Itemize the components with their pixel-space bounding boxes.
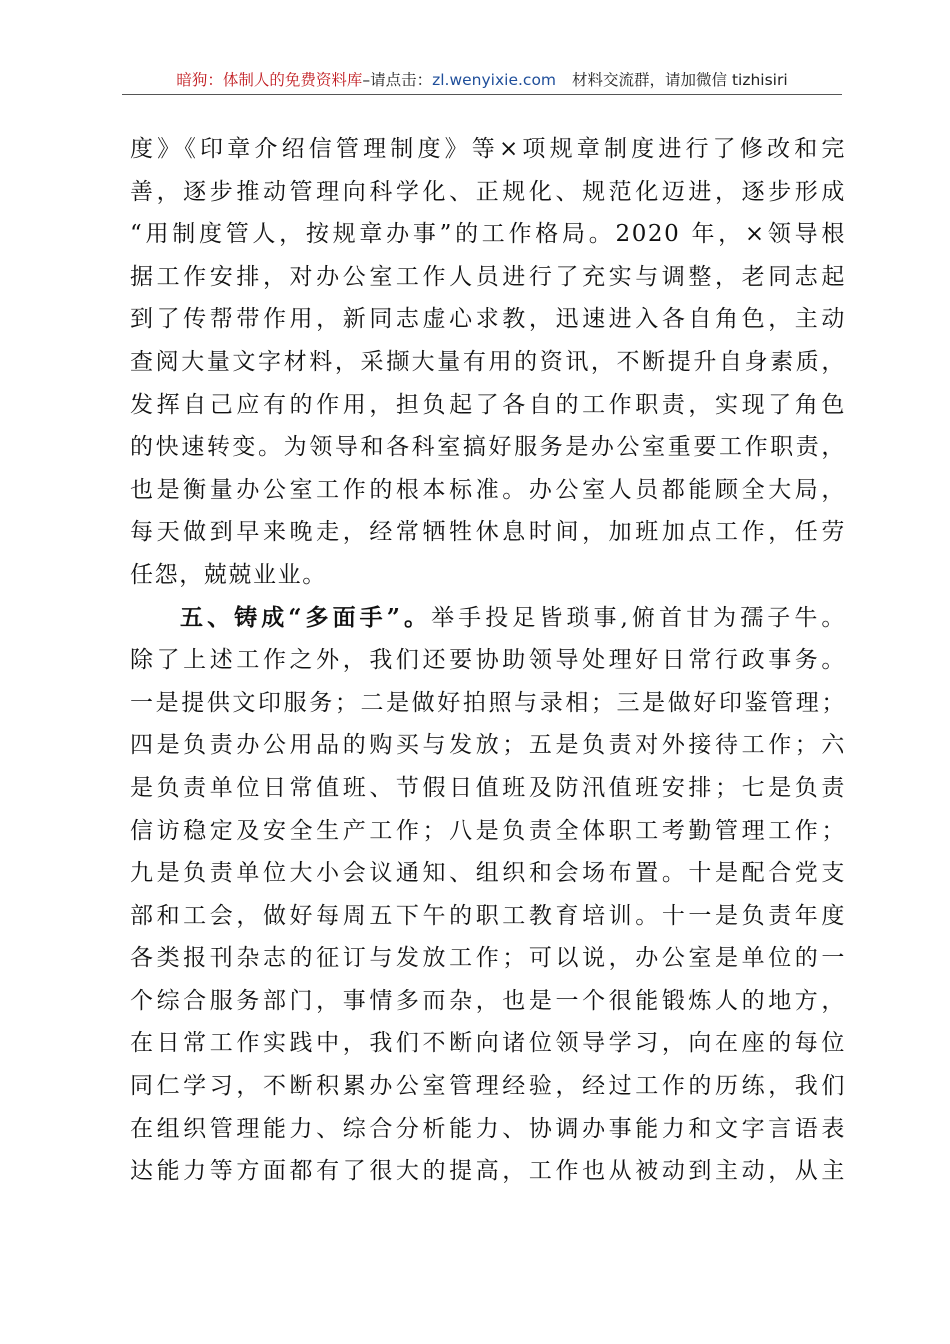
section-heading: 五、铸成“多面手”。 <box>180 603 432 631</box>
body-line: 查阅大量文字材料，采撷大量有用的资讯，不断提升自身素质， <box>130 348 846 375</box>
section-line: 除了上述工作之外，我们还要协助领导处理好日常行政事务。 <box>130 647 846 674</box>
section-line: 一是提供文印服务；二是做好拍照与录相；三是做好印鉴管理； <box>130 689 846 716</box>
body-line: 任怨，兢兢业业。 <box>130 561 327 588</box>
section-line: 九是负责单位大小会议通知、组织和会场布置。十是配合党支 <box>130 860 846 887</box>
body-line: 也是衡量办公室工作的根本标准。办公室人员都能顾全大局， <box>130 476 846 503</box>
page-header <box>122 66 842 95</box>
header-contact: 材料交流群，请加微信 tizhisiri <box>572 71 788 89</box>
section-line: 各类报刊杂志的征订与发放工作；可以说，办公室是单位的一 <box>130 945 846 972</box>
body-line: “用制度管人，按规章办事”的工作格局。2020 年，×领导根 <box>130 221 846 248</box>
section-first-line-text: 举手投足皆琐事,俯首甘为孺子牛。 <box>431 604 846 631</box>
section-line: 是负责单位日常值班、节假日值班及防汛值班安排；七是负责 <box>130 774 846 801</box>
header-brand: 暗狗：体制人的免费资料库 <box>176 71 363 89</box>
body-line: 每天做到早来晚走，经常牺牲休息时间，加班加点工作，任劳 <box>130 519 846 546</box>
body-line: 到了传帮带作用，新同志虚心求教，迅速进入各自角色，主动 <box>130 306 846 333</box>
section-five-first-line <box>130 597 846 640</box>
section-line: 四是负责办公用品的购买与发放；五是负责对外接待工作；六 <box>130 732 846 759</box>
section-line: 个综合服务部门，事情多而杂，也是一个很能锻炼人的地方， <box>130 987 846 1014</box>
section-line: 同仁学习，不断积累办公室管理经验，经过工作的历练，我们 <box>130 1073 846 1100</box>
section-line: 达能力等方面都有了很大的提高，工作也从被动到主动，从主 <box>130 1158 846 1185</box>
body-line: 度》《印章介绍信管理制度》等×项规章制度进行了修改和完 <box>130 136 846 162</box>
section-line: 部和工会，做好每周五下午的职工教育培训。十一是负责年度 <box>130 902 846 929</box>
body-line: 发挥自己应有的作用，担负起了各自的工作职责，实现了角色 <box>130 391 846 418</box>
body-line: 的快速转变。为领导和各科室搞好服务是办公室重要工作职责， <box>130 434 846 461</box>
header-prompt: –请点击： <box>362 71 433 89</box>
section-line: 信访稳定及安全生产工作；八是负责全体职工考勤管理工作； <box>130 817 846 844</box>
section-line: 在日常工作实践中，我们不断向诸位领导学习，向在座的每位 <box>130 1030 846 1057</box>
document-body <box>130 128 846 1193</box>
body-line: 善，逐步推动管理向科学化、正规化、规范化迈进，逐步形成 <box>130 178 846 205</box>
header-url-link[interactable]: zl.wenyixie.com <box>432 71 557 89</box>
body-line: 据工作安排，对办公室工作人员进行了充实与调整，老同志起 <box>130 263 846 290</box>
section-line: 在组织管理能力、综合分析能力、协调办事能力和文字言语表 <box>130 1115 846 1142</box>
